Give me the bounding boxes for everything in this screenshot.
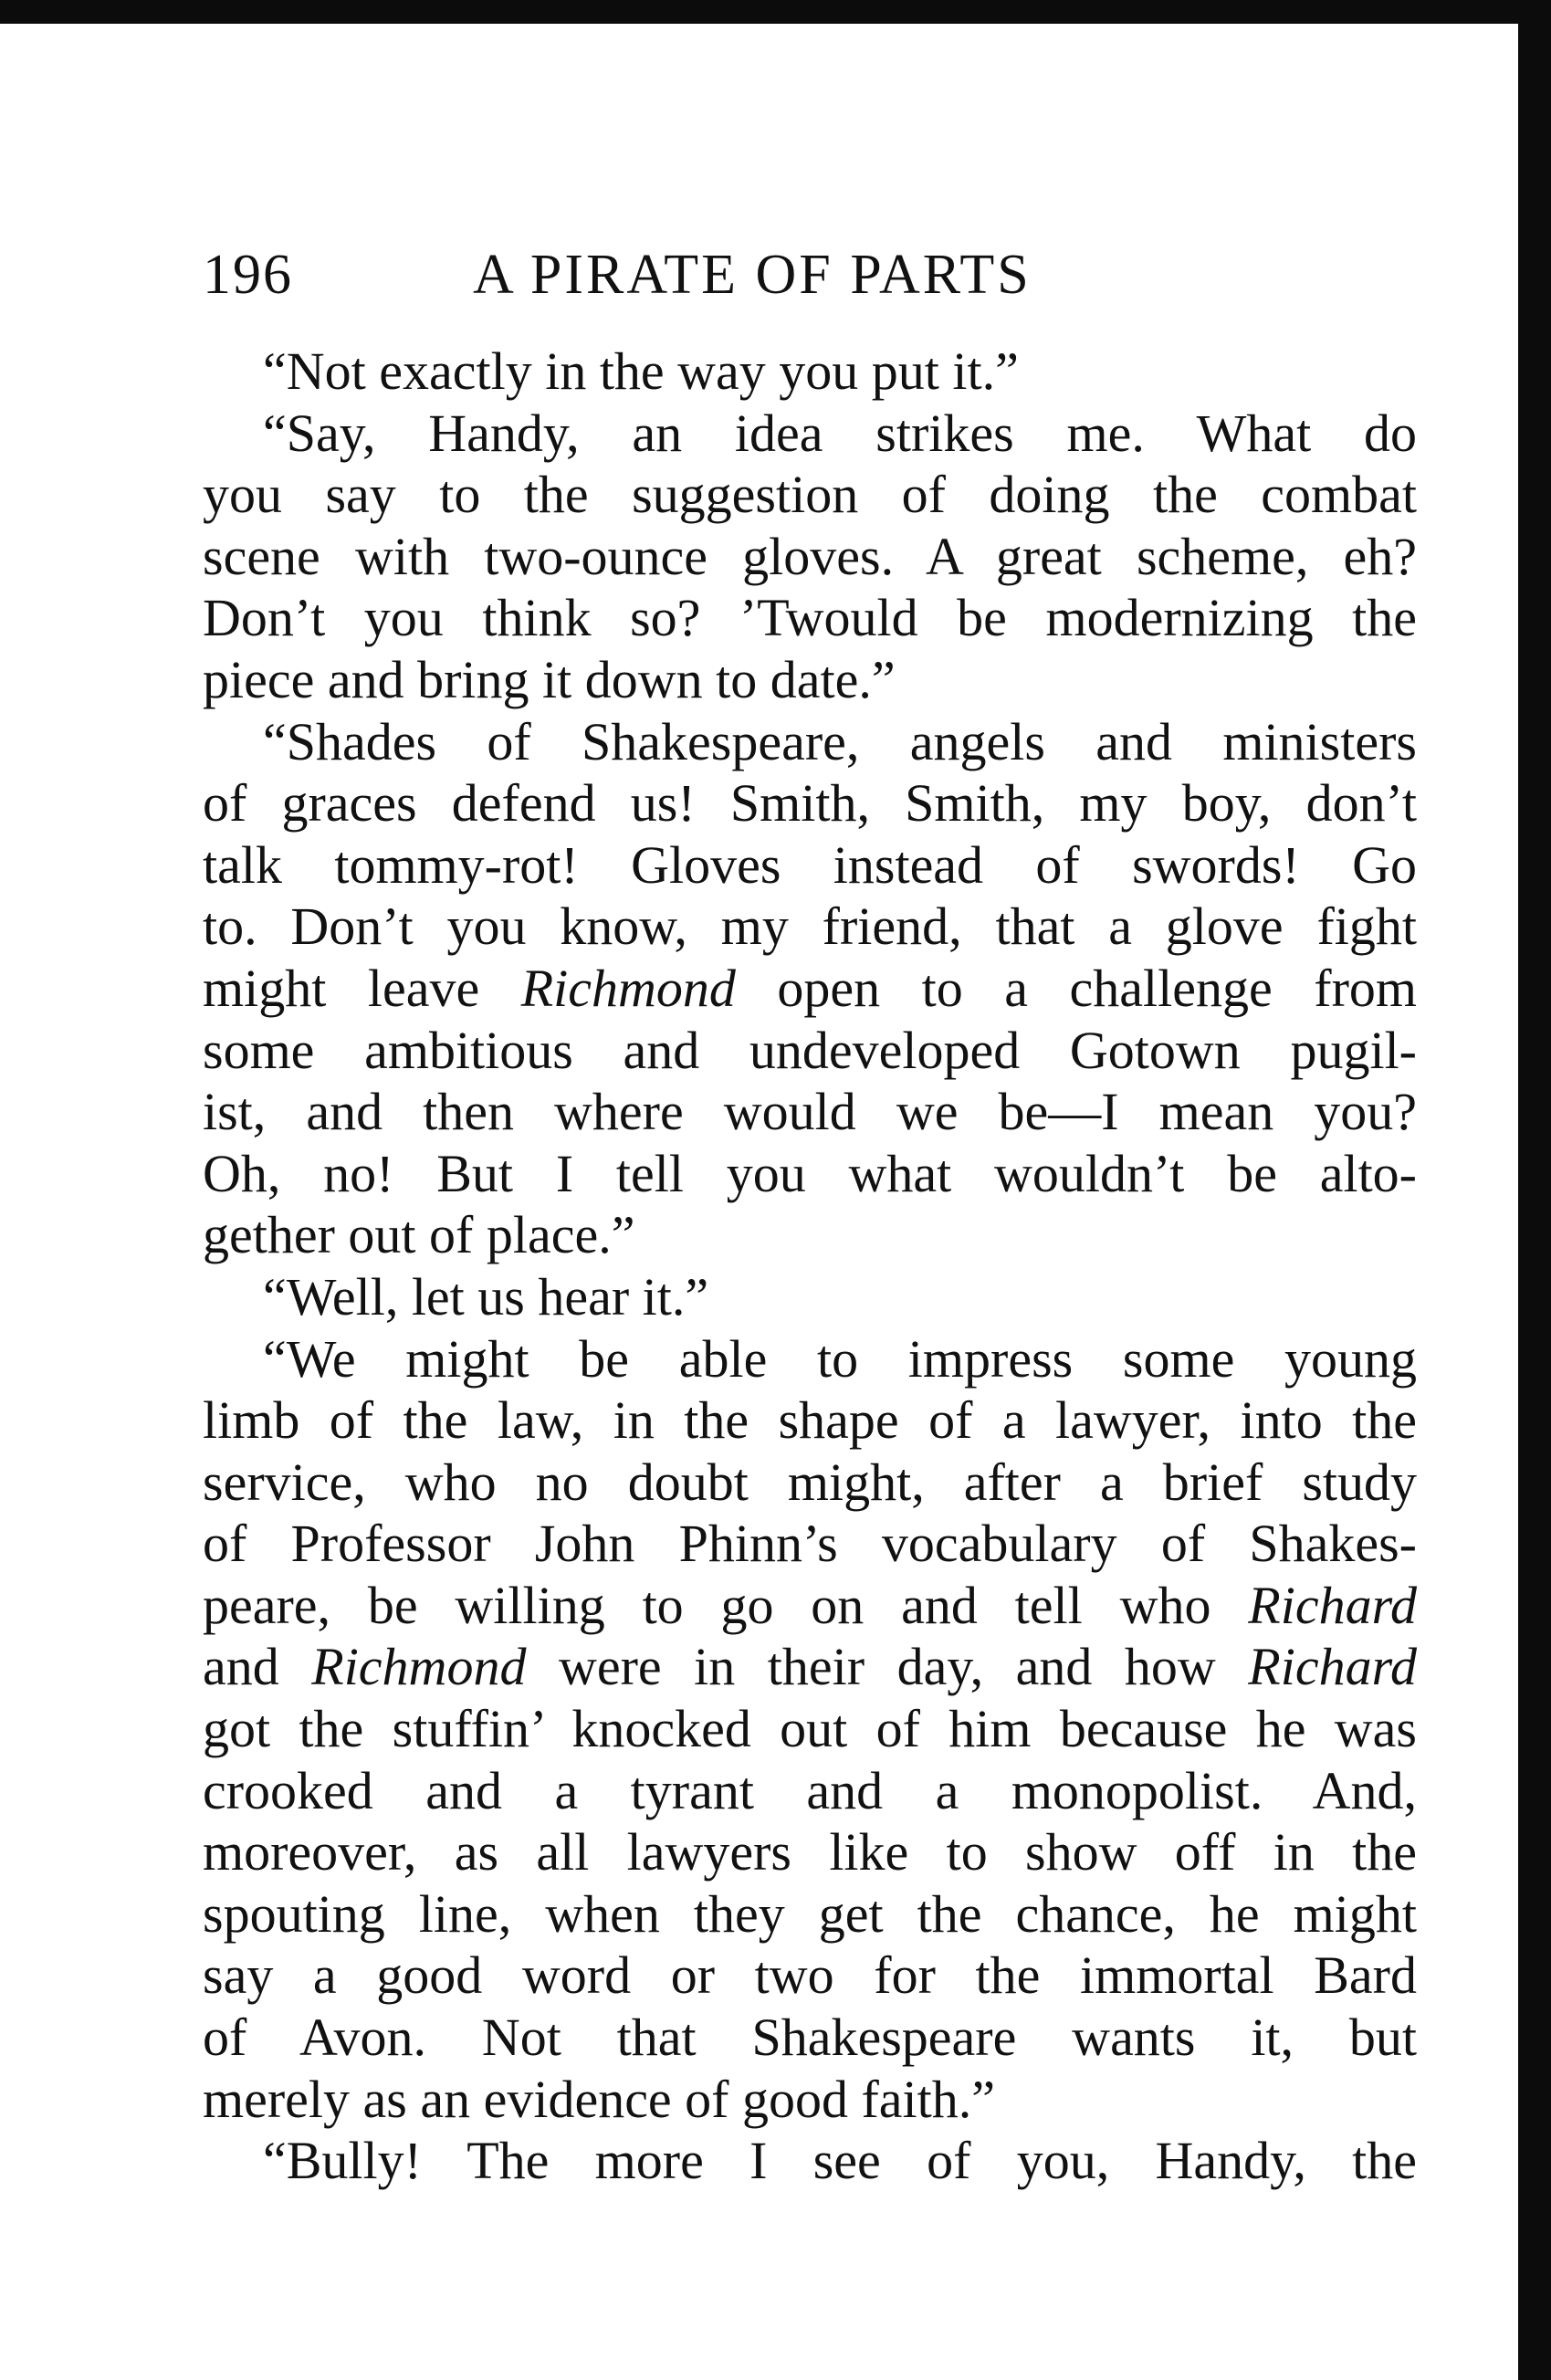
text-run: of Avon. Not that Shakespeare wants it, but xyxy=(203,2008,1417,2068)
text-run: Oh, no! But I tell you what wouldn’t be alto- xyxy=(203,1143,1417,1203)
text-line xyxy=(203,834,1417,896)
book-title: A PIRATE OF PARTS xyxy=(473,244,1032,306)
right-border-rule xyxy=(1518,0,1551,2380)
text-line xyxy=(203,2007,1417,2069)
text-run: moreover, as all lawyers like to show off in the xyxy=(203,1822,1417,1882)
text-run: of Professor John Phinn’s vocabulary of Shakes- xyxy=(203,1514,1417,1574)
text-run: talk tommy-rot! Gloves instead of swords! Go xyxy=(203,834,1417,895)
text-line xyxy=(203,1328,1417,1390)
text-line xyxy=(203,958,1417,1020)
text-run: spouting line, when they get the chance, he might xyxy=(203,1883,1417,1944)
text-run: and xyxy=(203,1637,312,1697)
text-line xyxy=(203,1883,1417,1945)
text-run: might leave xyxy=(203,958,521,1018)
italic-name: Richmond xyxy=(520,958,736,1018)
text-line xyxy=(203,1636,1417,1698)
page-number: 196 xyxy=(203,244,293,306)
book-page xyxy=(203,233,1417,2192)
running-head xyxy=(203,233,1417,317)
text-line xyxy=(203,772,1417,834)
text-line xyxy=(203,1945,1417,2007)
text-run: say a good word or two for the immortal Bard xyxy=(203,1945,1417,2006)
text-line xyxy=(203,896,1417,958)
text-line xyxy=(203,526,1417,588)
text-line xyxy=(203,1389,1417,1452)
text-run: limb of the law, in the shape of a lawyer, into the xyxy=(203,1390,1417,1451)
text-run: of graces defend us! Smith, Smith, my boy, don’t xyxy=(203,773,1417,834)
body-text xyxy=(203,341,1417,2192)
text-line xyxy=(203,1821,1417,1883)
text-run: you say to the suggestion of doing the combat xyxy=(203,465,1417,525)
text-line xyxy=(203,649,1417,711)
text-line xyxy=(203,403,1417,465)
text-run: “We might be able to impress some young xyxy=(263,1328,1417,1389)
text-line xyxy=(203,1266,1417,1328)
text-line xyxy=(203,1760,1417,1822)
text-run: got the stuffin’ knocked out of him because he was xyxy=(203,1699,1417,1759)
text-line xyxy=(203,1513,1417,1575)
text-line xyxy=(203,2130,1417,2192)
text-line xyxy=(203,1452,1417,1514)
text-line xyxy=(203,1204,1417,1266)
text-line xyxy=(203,1698,1417,1760)
text-run: “Bully! The more I see of you, Handy, the xyxy=(263,2131,1417,2191)
text-run: piece and bring it down to date.” xyxy=(203,649,896,709)
text-run: scene with two-ounce gloves. A great scheme, eh? xyxy=(203,526,1417,586)
text-run: peare, be willing to go on and tell who xyxy=(203,1575,1249,1635)
text-run: Don’t you think so? ’Twould be modernizing the xyxy=(203,588,1417,648)
text-run: some ambitious and undeveloped Gotown pugil- xyxy=(203,1020,1417,1080)
text-line xyxy=(203,1020,1417,1082)
text-run: gether out of place.” xyxy=(203,1205,635,1265)
italic-name: Richard xyxy=(1248,1637,1417,1697)
text-line xyxy=(203,711,1417,773)
italic-name: Richard xyxy=(1248,1575,1417,1635)
top-border-rule xyxy=(0,0,1551,24)
text-line xyxy=(203,1081,1417,1143)
text-line xyxy=(203,1575,1417,1637)
text-run: merely as an evidence of good faith.” xyxy=(203,2069,996,2129)
text-run: “Well, let us hear it.” xyxy=(263,1266,709,1326)
text-line xyxy=(203,1143,1417,1205)
text-run: “Not exactly in the way you put it.” xyxy=(263,341,1019,401)
text-run: service, who no doubt might, after a brief study xyxy=(203,1452,1417,1512)
text-run: crooked and a tyrant and a monopolist. And, xyxy=(203,1760,1417,1820)
text-run: to. Don’t you know, my friend, that a glove fight xyxy=(203,896,1417,957)
text-run: were in their day, and how xyxy=(526,1637,1249,1697)
italic-name: Richmond xyxy=(311,1637,527,1697)
text-run: ist, and then where would we be—I mean you? xyxy=(203,1082,1417,1142)
text-line xyxy=(203,341,1417,403)
text-line xyxy=(203,464,1417,526)
text-line xyxy=(203,587,1417,649)
text-line xyxy=(203,2069,1417,2131)
text-run: “Say, Handy, an idea strikes me. What do xyxy=(263,403,1417,463)
text-run: open to a challenge from xyxy=(735,958,1418,1018)
text-run: “Shades of Shakespeare, angels and ministers xyxy=(263,711,1417,771)
